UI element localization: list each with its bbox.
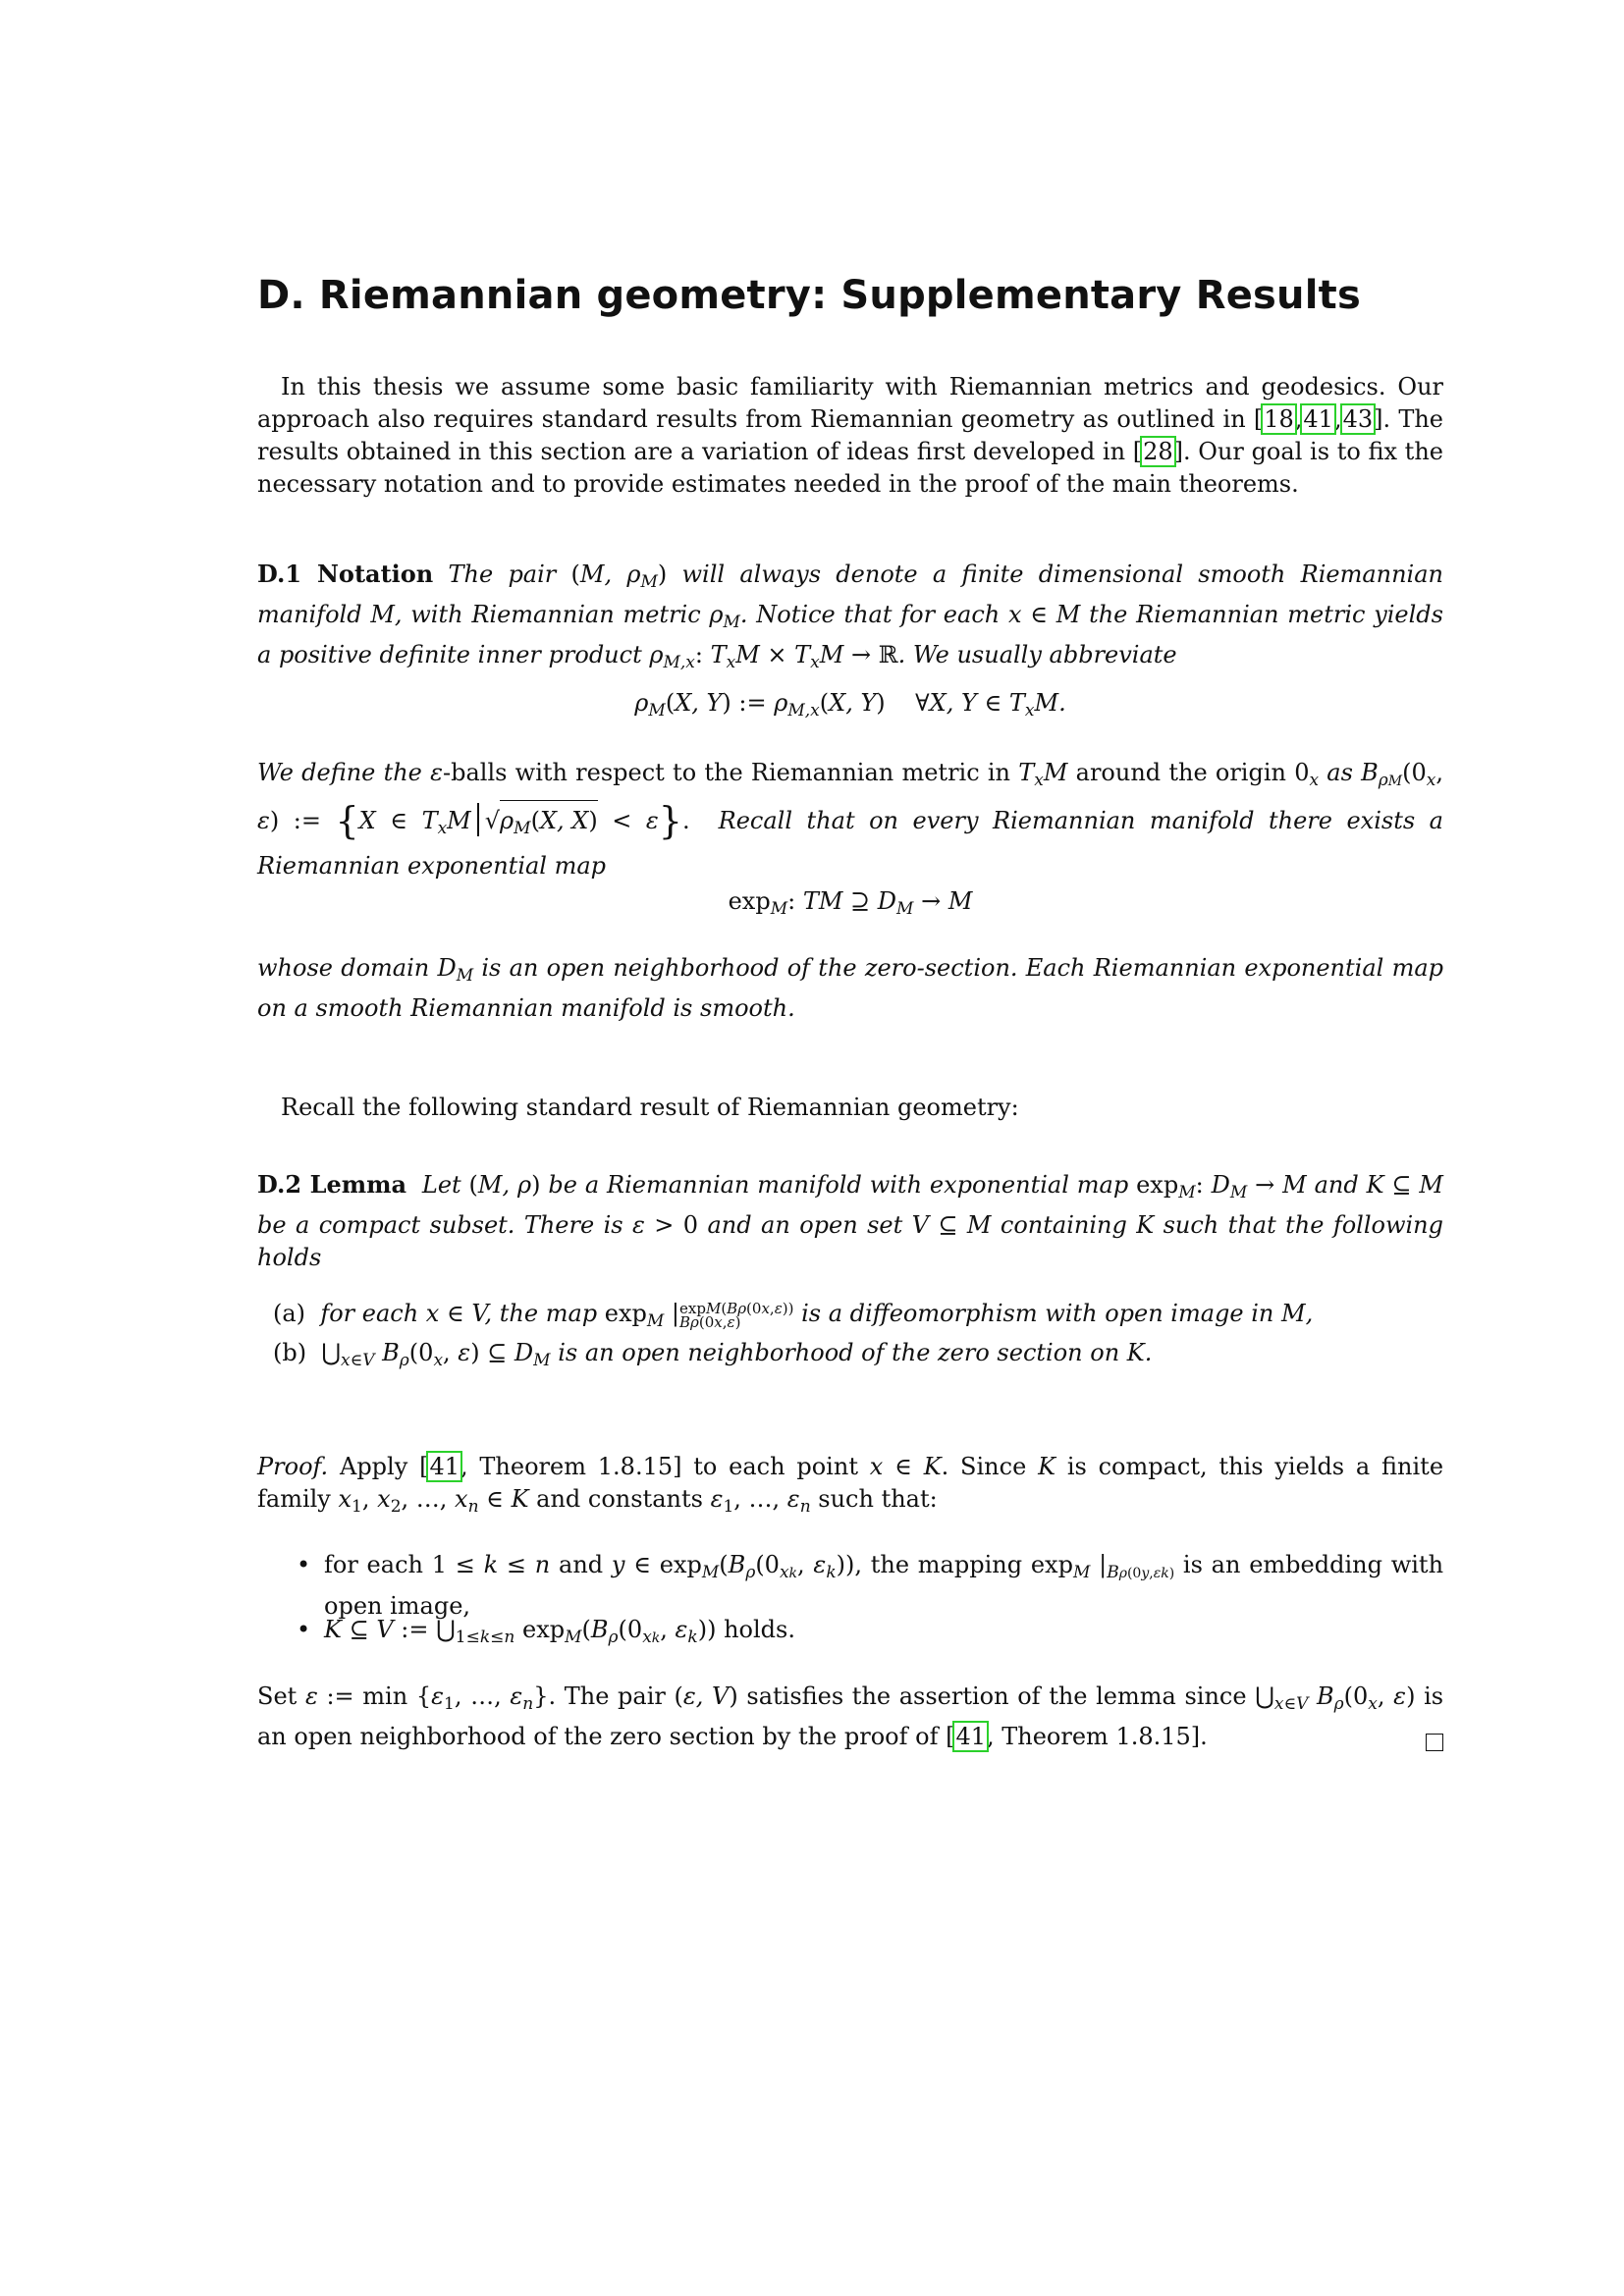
- proof-bullet-2: • K ⊆ V := $⋃_{1\le k\le n}$ $\exp_M(B_\rho(0_{xk}$, $\varepsilon_k$)) holds.: [297, 1616, 795, 1647]
- bullet-icon: •: [297, 1616, 311, 1643]
- bullet-icon: •: [297, 1551, 311, 1578]
- lemma-item-b: (b) $⋃_{x\in V}$ $B_\rho(0_x$, ε) ⊆ $D_M$ is an open neighborhood of the zero section on K.: [273, 1339, 1153, 1370]
- item-b-label: (b): [273, 1339, 307, 1366]
- proof-label: Proof.: [257, 1453, 329, 1480]
- lemma-item-a: (a) for each x ∈ V, the map $\exp_M |\exp M(B\rho(0x,\varepsilon))$ Bρ(0x,ε) is a diffeomorphism with open image in M,: [273, 1299, 1314, 1331]
- item-a-label: (a): [273, 1300, 306, 1327]
- recall-line: Recall the following standard result of Riemannian geometry:: [281, 1094, 1019, 1121]
- qed-box-icon: [1426, 1734, 1443, 1751]
- citation-41[interactable]: 41: [1303, 405, 1333, 433]
- citation-43[interactable]: 43: [1342, 405, 1374, 433]
- citation-28[interactable]: 28: [1143, 438, 1173, 465]
- equation-exponential-map: $\exp_M$: TM ⊇ $D_M \to M$: [728, 887, 973, 919]
- notation-label: D.1 Notation: [257, 560, 434, 588]
- intro-paragraph: In this thesis we assume some basic familiarity with Riemannian metrics and geodesics. Our approach also requires standard results from Riemannian geometry as outlined in [18,41,43]. The results obtained in this section are a variation of ideas first developed in [28]. Our goal is to fix the necessary notation and to provide estimates needed in the proof of the main theorems.: [257, 373, 1443, 498]
- equation-metric: $\rho_M(X$, Y) := $\rho_{M,x}(X$, Y) ∀X, Y ∈ $T_xM$.: [634, 689, 1066, 721]
- citation-41-final[interactable]: 41: [955, 1723, 986, 1750]
- lemma-label: D.2 Lemma: [257, 1170, 407, 1199]
- proof-bullet-1: • for each 1 ≤ k ≤ n and y ∈ $\exp_M(B_\rho(0_{xk}$, $\varepsilon_k$)), the mapping $\exp_M |_{B\rho(0y,\varepsilon k)}$ is an embedding with open image,: [297, 1551, 1444, 1620]
- citation-41-proof[interactable]: 41: [429, 1453, 460, 1480]
- citation-18[interactable]: 18: [1264, 405, 1294, 433]
- proof-conclusion: Set ε := $\min \{\varepsilon_1$, …, $\varepsilon_n$}. The pair (ε, V) satisfies the assertion of the lemma since $⋃_{x\in V}$ $B_\rho(0_x$, ε) is an open neighborhood of the zero section by the proof of [41, Theorem 1.8.15].: [257, 1682, 1444, 1750]
- notation-paragraph: D.1 Notation The pair (M, $\rho_M$) will always denote a finite dimensional smooth Riemannian manifold M, with Riemannian metric $\rho_M$. Notice that for each x ∈ M the Riemannian metric yields a positive definite inner product $\rho_{M,x}$: $T_xM \times T_xM$ → ℝ. We usually abbreviate: [257, 560, 1443, 672]
- section-title: D. Riemannian geometry: Supplementary Results: [257, 273, 1361, 318]
- epsilon-balls-paragraph: We define the ε-balls with respect to the Riemannian metric in $T_xM$ around the origin $0_x$ as $B_{\rho M}(0_x$, ε) := {X ∈ $T_xM$ $√\rho_M(X$, X) < ε}. Recall that on every Riemannian manifold there exists a Riemannian exponential map: [257, 759, 1443, 880]
- lemma-paragraph: D.2 Lemma Let (M, ρ) be a Riemannian manifold with exponential map $\exp_M$: $D_M \to M$ and K ⊆ M be a compact subset. There is ε > 0 and an open set V ⊆ M containing K such that the following holds: [257, 1170, 1444, 1271]
- domain-paragraph: whose domain $D_M$ is an open neighborhood of the zero-section. Each Riemannian exponential map on a smooth Riemannian manifold is smooth.: [257, 954, 1443, 1022]
- proof-paragraph: Proof. Apply [41, Theorem 1.8.15] to each point x ∈ K. Since K is compact, this yields a finite family $x_1$, $x_2$, …, $x_n$ ∈ K and constants $\varepsilon_1$, …, $\varepsilon_n$ such that:: [257, 1453, 1444, 1517]
